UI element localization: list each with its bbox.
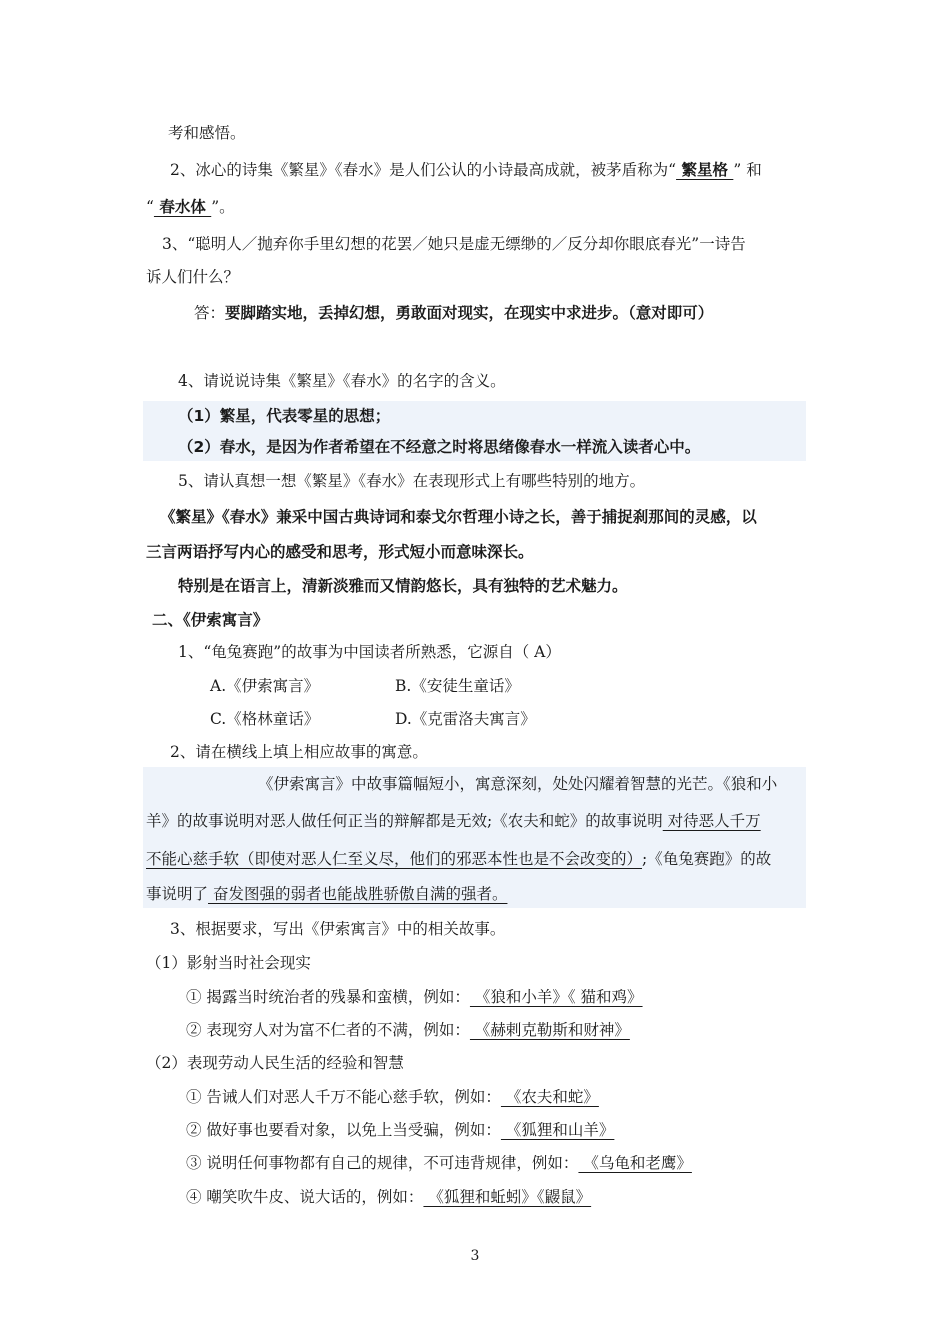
answer-blank: 繁星格 [676, 161, 734, 179]
paragraph-line [146, 848, 771, 870]
item-line [186, 1019, 630, 1041]
option-d: D.《克雷洛夫寓言》 [395, 710, 536, 728]
question-line: 诉人们什么？ [146, 268, 240, 286]
answer-line [194, 302, 713, 324]
item-line [186, 986, 643, 1008]
answer-blank: 《狐狸和蚯蚓》《鼹鼠》 [423, 1188, 592, 1206]
option-c: C.《格林童话》 [210, 710, 320, 728]
answer-line: （2）春水，是因为作者希望在不经意之时将思绪像春水一样流入读者心中。 [178, 438, 701, 456]
paragraph-line: 考和感悟。 [168, 124, 246, 142]
question-line [170, 159, 762, 181]
subheading: （2）表现劳动人民生活的经验和智慧 [146, 1054, 404, 1072]
answer-line: 《繁星》《春水》兼采中国古典诗词和泰戈尔哲理小诗之长，善于捕捉刹那间的灵感，以 [160, 508, 757, 526]
answer-blank: 《狐狸和山羊》 [500, 1121, 615, 1139]
answer-blank: 《狼和小羊》《 猫和鸡》 [469, 988, 643, 1006]
question-line: 4、请说说诗集《繁星》《春水》的名字的含义。 [178, 372, 506, 390]
item-text: ④ 嘲笑吹牛皮、说大话的，例如： [186, 1188, 424, 1206]
option-a: A.《伊索寓言》 [210, 677, 320, 695]
question-line: 3、根据要求，写出《伊索寓言》中的相关故事。 [170, 920, 506, 938]
item-text: ③ 说明任何事物都有自己的规律，不可违背规律，例如： [186, 1154, 579, 1172]
answer-blank: 《农夫和蛇》 [500, 1088, 599, 1106]
paragraph-text: ;《龟兔赛跑》的故 [642, 850, 772, 868]
answer-blank: 奋发图强的弱者也能战胜骄傲自满的强者。 [208, 885, 508, 903]
paragraph-line [146, 883, 507, 905]
item-line [186, 1119, 614, 1141]
question-line [146, 196, 235, 218]
question-line: 2、请在横线上填上相应故事的寓意。 [170, 743, 428, 761]
answer-text: 要脚踏实地，丢掉幻想，勇敢面对现实，在现实中求进步。（意对即可） [225, 304, 714, 322]
item-line [186, 1152, 692, 1174]
item-text: ② 做好事也要看对象，以免上当受骗，例如： [186, 1121, 501, 1139]
paragraph-text: 羊》的故事说明对恶人做任何正当的辩解都是无效;《农夫和蛇》的故事说明 [146, 812, 663, 830]
answer-prefix: 答： [194, 304, 226, 322]
item-text: ① 告诫人们对恶人千万不能心慈手软，例如： [186, 1088, 501, 1106]
answer-blank: 对待恶人千万 [662, 812, 761, 830]
answer-blank: 《赫剌克勒斯和财神》 [469, 1021, 630, 1039]
section-heading: 二、《伊索寓言》 [152, 611, 269, 629]
answer-line: 三言两语抒写内心的感受和思考，形式短小而意味深长。 [146, 543, 534, 561]
answer-line: （1）繁星，代表零星的思想； [178, 407, 391, 425]
question-text: ” 和 [733, 161, 762, 179]
question-text: ”。 [211, 198, 235, 216]
item-text: ① 揭露当时统治者的残暴和蛮横，例如： [186, 988, 470, 1006]
item-text: ② 表现穷人对为富不仁者的不满，例如： [186, 1021, 470, 1039]
answer-blank: 《乌龟和老鹰》 [578, 1154, 692, 1172]
question-line: 5、请认真想一想《繁星》《春水》在表现形式上有哪些特别的地方。 [178, 472, 646, 490]
answer-line: 特别是在语言上，清新淡雅而又情韵悠长，具有独特的艺术魅力。 [178, 577, 628, 595]
item-line [186, 1186, 591, 1208]
question-line: 3、“聪明人／抛弃你手里幻想的花罢／她只是虚无缥缈的／反分却你眼底春光”一诗告 [162, 235, 746, 253]
question-line: 1、“龟兔赛跑”的故事为中国读者所熟悉，它源自（ A） [178, 643, 561, 661]
page-number: 3 [470, 1248, 480, 1264]
paragraph-line: 《伊索寓言》中故事篇幅短小，寓意深刻，处处闪耀着智慧的光芒。《狼和小 [258, 775, 778, 793]
option-b: B.《安徒生童话》 [395, 677, 520, 695]
paragraph-text: 事说明了 [146, 885, 209, 903]
question-text: 2、冰心的诗集《繁星》《春水》是人们公认的小诗最高成就，被茅盾称为“ [170, 161, 677, 179]
answer-blank: 不能心慈手软（即使对恶人仁至义尽，他们的邪恶本性也是不会改变的） [146, 850, 643, 868]
item-line [186, 1086, 599, 1108]
answer-blank: 春水体 [153, 198, 212, 216]
paragraph-line [146, 810, 761, 832]
question-text: “ [146, 198, 154, 216]
subheading: （1）影射当时社会现实 [146, 954, 311, 972]
